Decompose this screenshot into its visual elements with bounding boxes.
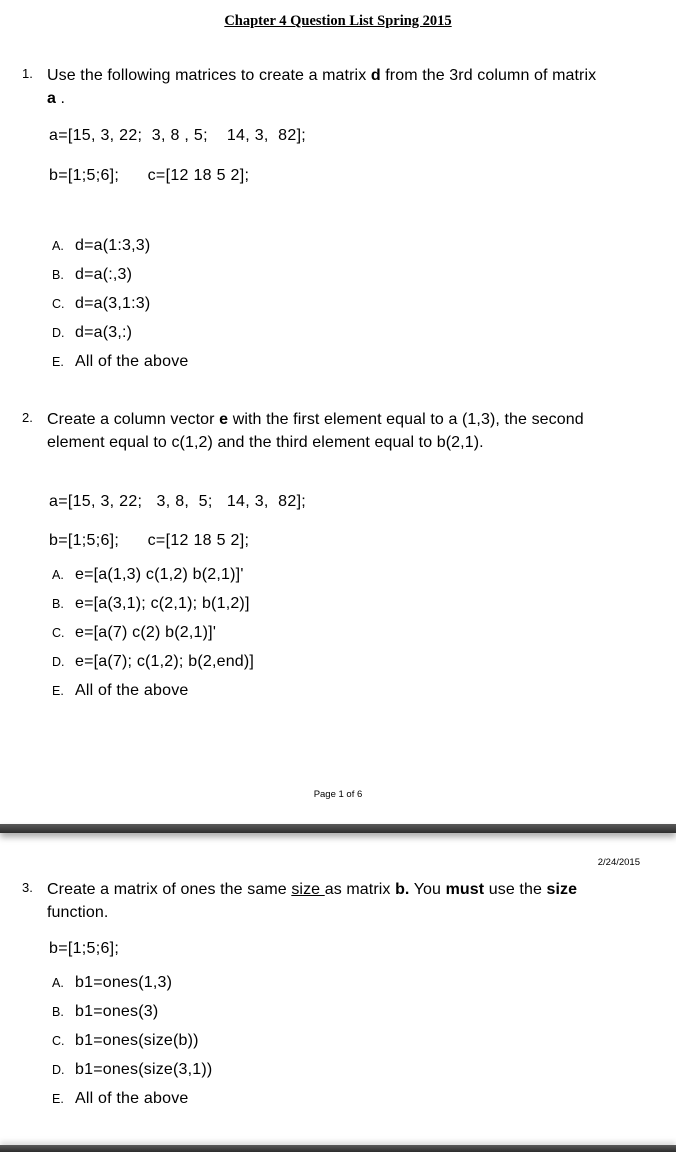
option-letter: A. [52,976,64,990]
option-letter: E. [52,355,64,369]
question-1-prompt: Use the following matrices to create a matrix d from the 3rd column of matrix a . [47,67,597,107]
option-letter: E. [52,684,64,698]
option-letter: D. [52,326,65,340]
option-letter: C. [52,626,65,640]
answer-option [52,1061,654,1090]
question-1 [22,64,654,382]
answer-option [52,324,654,353]
option-text: b1=ones(1,3) [75,974,173,991]
option-text: All of the above [75,1090,189,1107]
option-letter: D. [52,1063,65,1077]
page-number-footer: Page 1 of 6 [313,789,363,800]
question-1-options [52,237,654,382]
answer-option [52,295,654,324]
question-2 [22,408,654,711]
option-letter: D. [52,655,65,669]
answer-option [52,237,654,266]
question-3-matrix-b: b=[1;5;6]; [49,940,120,957]
option-text: All of the above [75,682,189,699]
option-text: b1=ones(size(b)) [75,1032,199,1049]
answer-option [52,1032,654,1061]
page-header-date: 2/24/2015 [597,857,640,868]
question-2-matrix-a: a=[15, 3, 22; 3, 8, 5; 14, 3, 82]; [49,493,307,510]
option-text: d=a(1:3,3) [75,237,151,254]
answer-option [52,1090,654,1119]
question-2-header [22,408,654,454]
question-1-number: 1. [22,66,33,81]
answer-option [52,266,654,295]
option-letter: C. [52,1034,65,1048]
option-text: All of the above [75,353,189,370]
question-3-number: 3. [22,880,33,895]
answer-option [52,653,654,682]
answer-option [52,595,654,624]
option-letter: A. [52,568,64,582]
option-text: b1=ones(size(3,1)) [75,1061,213,1078]
option-text: d=a(:,3) [75,266,133,283]
option-text: e=[a(7) c(2) b(2,1)]' [75,624,217,641]
answer-option [52,682,654,711]
question-3-header [22,878,654,924]
question-3 [22,878,654,1119]
question-2-prompt: Create a column vector e with the first element equal to a (1,3), the second element equal to c(1,2) and the third element equal to b(2,1). [47,411,584,451]
option-letter: C. [52,297,65,311]
option-text: d=a(3,1:3) [75,295,151,312]
question-1-matrix-bc: b=[1;5;6]; c=[12 18 5 2]; [49,167,250,184]
option-text: d=a(3,:) [75,324,133,341]
question-2-number: 2. [22,410,33,425]
answer-option [52,566,654,595]
answer-option [52,974,654,1003]
answer-option [52,1003,654,1032]
question-2-options [52,566,654,711]
option-letter: B. [52,597,64,611]
answer-option [52,353,654,382]
question-1-matrix-a: a=[15, 3, 22; 3, 8 , 5; 14, 3, 82]; [49,127,307,144]
page-separator [0,824,676,833]
page-2 [0,857,676,1119]
document-title: Chapter 4 Question List Spring 2015 [224,13,452,29]
question-3-prompt: Create a matrix of ones the same size as matrix b. You must use the size function. [47,881,578,921]
option-text: e=[a(3,1); c(2,1); b(1,2)] [75,595,250,612]
option-letter: A. [52,239,64,253]
question-1-header [22,64,654,110]
page-separator-bottom [0,1145,676,1152]
option-letter: E. [52,1092,64,1106]
option-text: b1=ones(3) [75,1003,159,1020]
option-letter: B. [52,1005,64,1019]
option-text: e=[a(7); c(1,2); b(2,end)] [75,653,255,670]
option-text: e=[a(1,3) c(1,2) b(2,1)]' [75,566,244,583]
question-3-options [52,974,654,1119]
option-letter: B. [52,268,64,282]
question-2-matrix-bc: b=[1;5;6]; c=[12 18 5 2]; [49,532,250,549]
answer-option [52,624,654,653]
